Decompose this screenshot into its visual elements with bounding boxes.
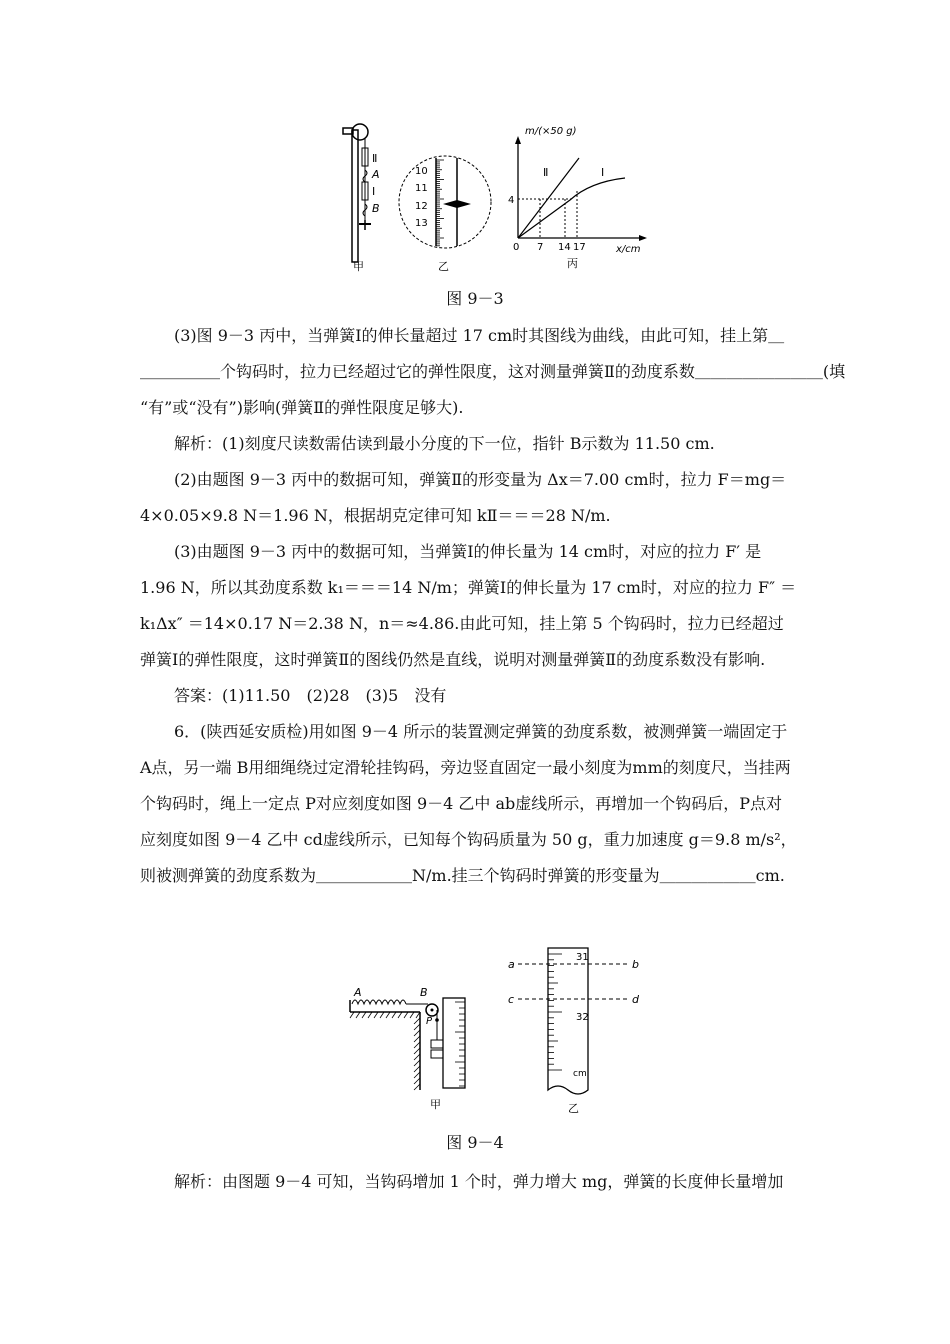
solution-line-4: (3)由题图 9－3 丙中的数据可知，当弹簧Ⅰ的伸长量为 14 cm时，对应的拉力 F′ 是: [174, 542, 762, 561]
clamp-head: [352, 124, 368, 140]
ruler-jia-ticks: [455, 1002, 465, 1086]
hatch-mark: [362, 1012, 366, 1018]
bing-label: 丙: [567, 257, 578, 270]
hatch-mark: [410, 1012, 414, 1018]
label-a: a: [508, 958, 515, 971]
chart-x-tick-14: 14: [558, 242, 571, 253]
hatch-mark: [368, 1012, 372, 1018]
line-2-label: Ⅱ: [543, 166, 549, 179]
hatch-mark: [414, 1048, 420, 1054]
pointer-marker: [443, 200, 471, 208]
question-6-line-1: 6．(陕西延安质检)用如图 9－4 所示的装置测定弹簧的劲度系数，被测弹簧一端固定于: [174, 722, 788, 741]
solution-line-7: 弹簧Ⅰ的弹性限度，这时弹簧Ⅱ的图线仍然是直线，说明对测量弹簧Ⅱ的劲度系数没有影响.: [140, 650, 766, 669]
jia-label-4: 甲: [430, 1098, 441, 1111]
label-b: b: [632, 958, 639, 971]
hatch-mark: [414, 1036, 420, 1042]
hatch-mark: [414, 1030, 420, 1036]
weight-1: [431, 1040, 443, 1048]
hatch-mark: [414, 1078, 420, 1084]
spring-2-line: [518, 158, 579, 238]
ruler-jia: [443, 998, 465, 1088]
hatch-mark: [398, 1012, 402, 1018]
point-p-dot: [435, 1018, 439, 1022]
scale-ticks: [436, 160, 444, 246]
question-6-line-5: 则被测弹簧的劲度系数为＿＿＿＿＿＿N/m.挂三个钩码时弹簧的形变量为＿＿＿＿＿＿cm.: [140, 866, 785, 885]
hatch-mark: [350, 1012, 354, 1018]
chart-y-label: m/(×50 g): [525, 126, 577, 137]
point-b-label: B: [420, 986, 428, 999]
spring-coil: [352, 1000, 406, 1004]
chart-x-tick-17: 17: [573, 242, 586, 253]
scale-label-12: 12: [415, 201, 428, 212]
question-6-line-2: A点，另一端 B用细绳绕过定滑轮挂钩码，旁边竖直固定一最小刻度为mm的刻度尺，当挂两: [140, 758, 791, 777]
spring-1-label: Ⅰ: [372, 185, 376, 198]
figure-9-4: [340, 940, 640, 1120]
hatch-mark: [404, 1012, 408, 1018]
hatch-mark: [414, 1024, 420, 1030]
table-hatching: [350, 1012, 420, 1090]
figure-9-4-caption: 图 9－4: [446, 1133, 504, 1152]
question-3: [140, 318, 846, 894]
weight-2: [431, 1050, 443, 1058]
ruler-yi-ticks: [548, 954, 562, 1070]
hatch-mark: [374, 1012, 378, 1018]
spring-2-label: Ⅱ: [372, 152, 378, 165]
scale-label-10: 10: [415, 166, 428, 177]
question-6-line-4: 应刻度如图 9－4 乙中 cd虚线所示，已知每个钩码质量为 50 g，重力加速度 g＝9.8 m/s²，: [140, 830, 797, 849]
support-rod: [352, 130, 358, 262]
jia-label: 甲: [353, 260, 364, 273]
final-solution: [140, 1164, 820, 1200]
question-3-line-1: (3)图 9－3 丙中，当弹簧Ⅰ的伸长量超过 17 cm时其图线为曲线，由此可知，挂上第＿: [174, 326, 785, 345]
hatch-mark: [414, 1084, 420, 1090]
final-solution-line-1: 解析：由图题 9－4 可知，当钩码增加 1 个时，弹力增大 mg，弹簧的长度伸长量增加: [174, 1172, 784, 1191]
chart-origin: 0: [513, 242, 520, 253]
chart-x-tick-7: 7: [537, 242, 544, 253]
yi-label: 乙: [438, 260, 449, 273]
scale-label-11: 11: [415, 183, 428, 194]
chart-y-tick-4: 4: [508, 195, 515, 206]
hatch-mark: [392, 1012, 396, 1018]
hatch-mark: [380, 1012, 384, 1018]
hatch-mark: [414, 1060, 420, 1066]
pointer-b-label: B: [372, 202, 380, 215]
point-p-label: P: [426, 1016, 433, 1027]
answer-line: 答案：(1)11.50 (2)28 (3)5 没有: [174, 686, 447, 705]
spring-1-curve: [518, 178, 625, 238]
pointer-a-label: A: [372, 168, 380, 181]
solution-line-6: k₁Δx″ ＝14×0.17 N＝2.38 N，n＝≈4.86.由此可知，挂上第 5 个钩码时，拉力已经超过: [140, 614, 784, 633]
figure-9-3: [335, 120, 655, 275]
question-3-line-2: ＿＿＿＿＿个钩码时，拉力已经超过它的弹性限度，这对测量弹簧Ⅱ的劲度系数＿＿＿＿＿＿＿＿(填: [140, 362, 846, 381]
chart-x-label: x/cm: [616, 244, 641, 255]
solution-line-5: 1.96 N，所以其劲度系数 k₁＝＝＝14 N/m；弹簧Ⅰ的伸长量为 17 cm时，对应的拉力 F″ ＝: [140, 578, 797, 597]
mass-extension-chart: [508, 126, 647, 270]
question-6-line-3: 个钩码时，绳上一定点 P对应刻度如图 9－4 乙中 ab虚线所示，再增加一个钩码后，P点对: [140, 794, 783, 813]
solution-line-1: 解析：(1)刻度尺读数需估读到最小分度的下一位，指针 B示数为 11.50 cm.: [174, 434, 715, 453]
ruler-mark-31: 31: [576, 952, 589, 963]
hatch-mark: [414, 1054, 420, 1060]
hatch-mark: [414, 1066, 420, 1072]
spring-apparatus-jia: [343, 124, 380, 273]
hatch-mark: [386, 1012, 390, 1018]
scale-closeup-yi: [399, 156, 491, 273]
hatch-mark: [356, 1012, 360, 1018]
x-axis-arrow: [639, 235, 647, 241]
hatch-mark: [414, 1018, 420, 1024]
figure-9-3-caption: 图 9－3: [446, 289, 504, 308]
spring-setup-jia: [350, 986, 465, 1111]
hatch-mark: [414, 1042, 420, 1048]
ruler-unit: cm: [573, 1069, 587, 1079]
label-c: c: [508, 993, 515, 1006]
ruler-mark-32: 32: [576, 1012, 589, 1023]
line-1-label: Ⅰ: [601, 166, 605, 179]
point-a-label: A: [354, 986, 362, 999]
y-axis-arrow: [515, 136, 521, 144]
pulley-axle: [431, 1009, 434, 1012]
question-3-line-3: “有”或“没有”)影响(弹簧Ⅱ的弹性限度足够大).: [140, 398, 464, 417]
yi-label-4: 乙: [568, 1102, 579, 1115]
hatch-mark: [414, 1072, 420, 1078]
ruler-closeup-yi: [508, 948, 640, 1115]
scale-label-13: 13: [415, 218, 428, 229]
label-d: d: [632, 993, 639, 1006]
solution-line-3: 4×0.05×9.8 N＝1.96 N，根据胡克定律可知 kⅡ＝＝＝28 N/m.: [140, 506, 611, 525]
solution-line-2: (2)由题图 9－3 丙中的数据可知，弹簧Ⅱ的形变量为 Δx＝7.00 cm时，拉力 F＝mg＝: [174, 470, 787, 489]
closeup-circle: [399, 156, 491, 248]
